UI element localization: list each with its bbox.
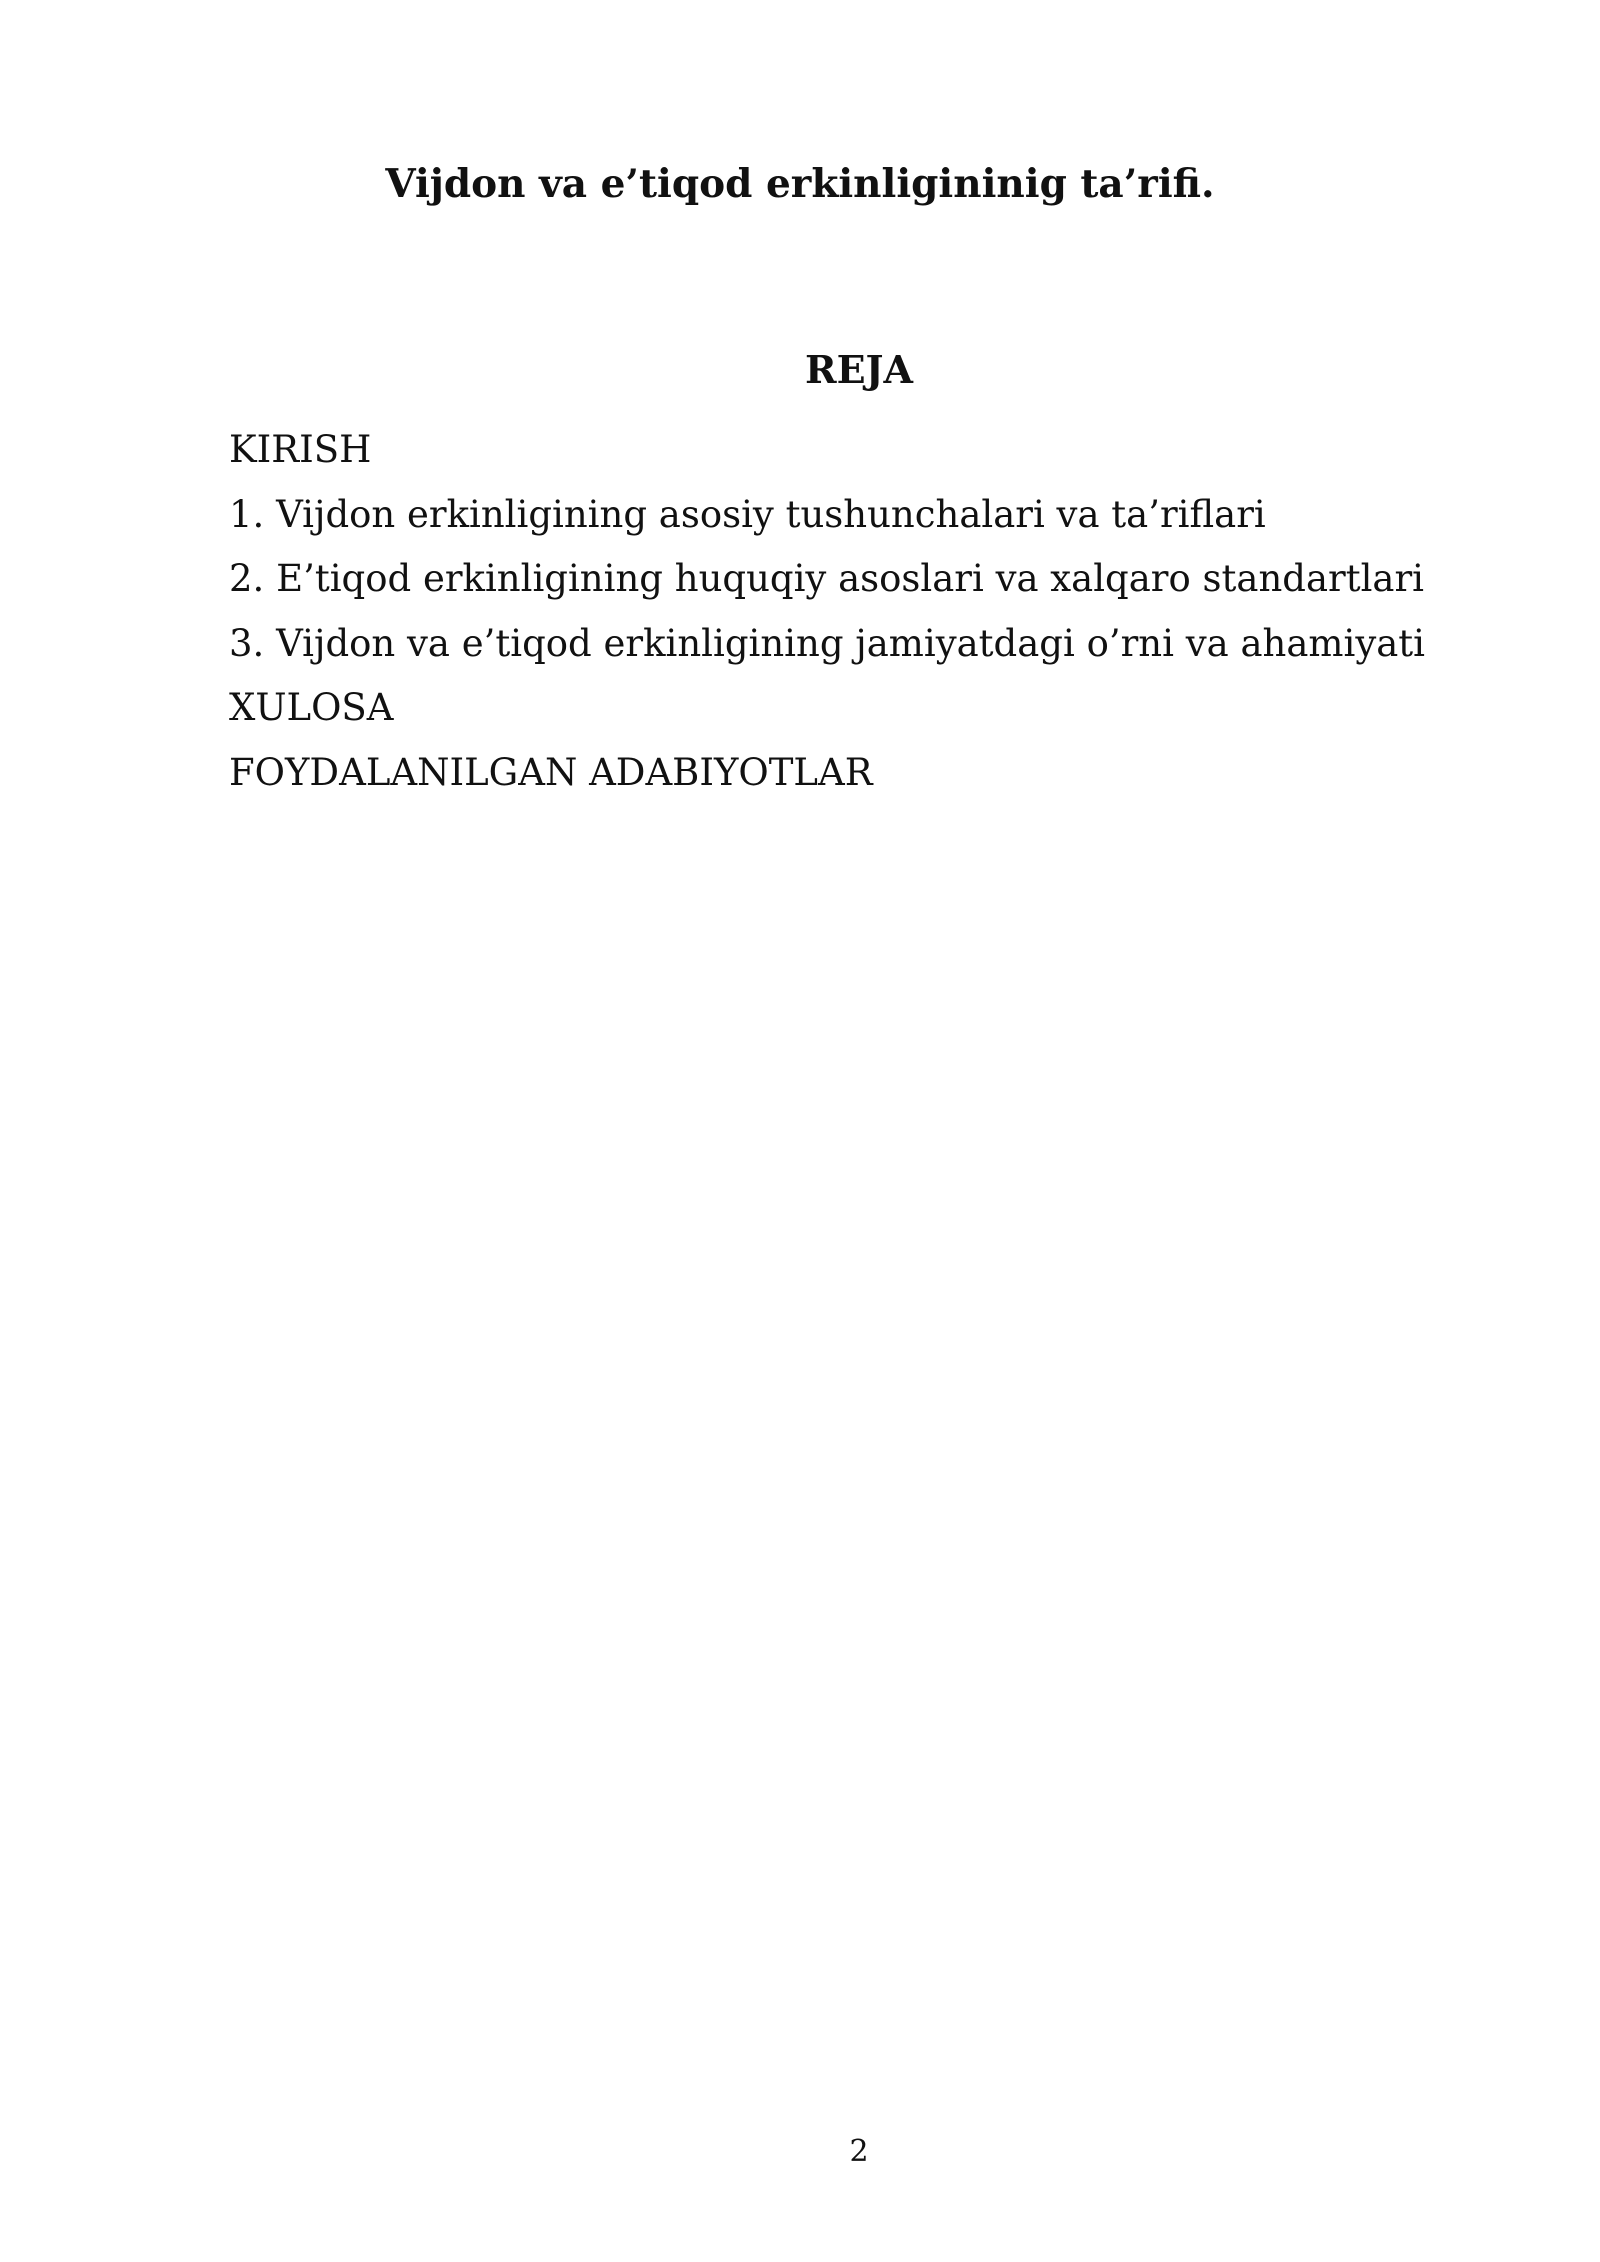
plan-item-2: 2. E’tiqod erkinligining huquqiy asoslari va xalqaro standartlari <box>229 557 1424 601</box>
plan-item-1: 1. Vijdon erkinligining asosiy tushunchalari va ta’riflari <box>229 492 1266 536</box>
plan-item-intro: KIRISH <box>229 428 372 471</box>
page-number: 2 <box>849 2134 869 2169</box>
plan-item-conclusion: XULOSA <box>229 686 394 730</box>
plan-item-references: FOYDALANILGAN ADABIYOTLAR <box>229 750 873 794</box>
plan-heading: REJA <box>804 347 913 392</box>
document-title: Vijdon va e’tiqod erkinligininig ta’rifi. <box>385 161 1215 207</box>
plan-item-3: 3. Vijdon va e’tiqod erkinligining jamiyatdagi o’rni va ahamiyati <box>229 621 1425 665</box>
plan-list <box>229 418 1425 806</box>
